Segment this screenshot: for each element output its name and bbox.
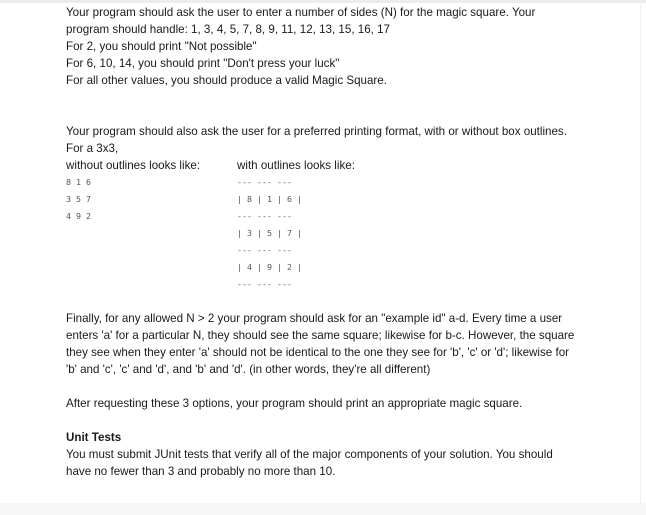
right-border	[640, 0, 641, 515]
code-line: --- --- ---	[237, 177, 292, 187]
code-line: | 3 | 5 | 7 |	[237, 228, 302, 238]
text-line: Your program should ask the user to enter a number of sides (N) for the magic square. Your	[66, 6, 536, 19]
code-line: --- --- ---	[237, 245, 292, 255]
label-with-outlines: with outlines looks like:	[237, 159, 355, 172]
text-line: You must submit JUnit tests that verify all of the major components of your solution. You should	[66, 448, 553, 461]
text-line: For 6, 10, 14, you should print "Don't press your luck"	[66, 57, 340, 70]
plain-square-example	[66, 174, 237, 293]
text-line: they see when they enter 'a' should not be identical to the one they see for 'b', 'c' or 'd'; likewise for	[66, 346, 570, 359]
code-line: 4 9 2	[66, 211, 91, 221]
text-line: program should handle: 1, 3, 4, 5, 7, 8, 9, 11, 12, 13, 15, 16, 17	[66, 23, 390, 36]
code-line: | 8 | 1 | 6 |	[237, 194, 302, 204]
assignment-document	[66, 4, 636, 480]
text-line: Your program should also ask the user for a preferred printing format, with or without box outlines.	[66, 125, 567, 138]
unit-tests-heading: Unit Tests	[66, 431, 122, 444]
boxed-square-example	[237, 174, 302, 293]
code-line: 3 5 7	[66, 194, 91, 204]
code-line: --- --- ---	[237, 211, 292, 221]
code-line: --- --- ---	[237, 279, 292, 289]
text-line: For 2, you should print "Not possible"	[66, 40, 257, 53]
top-border	[0, 0, 646, 3]
format-examples	[66, 174, 636, 293]
label-without-outlines: without outlines looks like:	[66, 159, 201, 172]
text-line: enters 'a' for a particular N, they should see the same square; likewise for b-c. However, the square	[66, 329, 575, 342]
text-line: For all other values, you should produce a valid Magic Square.	[66, 74, 387, 87]
code-line: 8 1 6	[66, 177, 91, 187]
code-line: | 4 | 9 | 2 |	[237, 262, 302, 272]
format-labels	[66, 157, 636, 174]
text-line: After requesting these 3 options, your program should print an appropriate magic square.	[66, 397, 523, 410]
text-line: For a 3x3,	[66, 142, 119, 155]
bottom-band	[0, 503, 646, 515]
text-line: Finally, for any allowed N > 2 your program should ask for an "example id" a-d. Every time a user	[66, 312, 563, 325]
text-line: 'b' and 'c', 'c' and 'd', and 'b' and 'd'. (in other words, they're all different)	[66, 363, 431, 376]
text-line: have no fewer than 3 and probably no more than 10.	[66, 465, 336, 478]
